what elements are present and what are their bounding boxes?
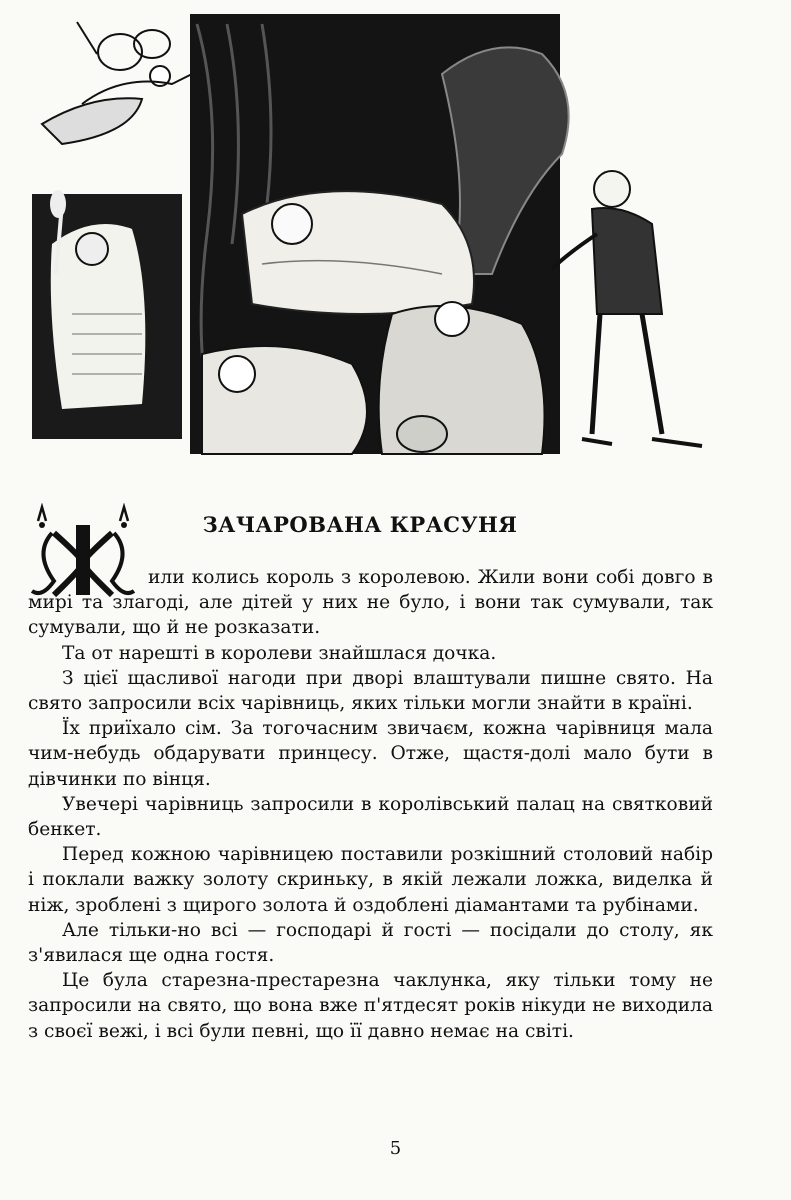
paragraph: З цієї щасливої нагоди при дворі влаштували пишне свято. На свято запросили всіх чарівниць, яких тільки могли знайти в країні. — [28, 667, 713, 715]
paragraph — [28, 565, 713, 641]
paragraph: Їх приїхало сім. За тогочасним звичаєм, кожна чарівниця мала чим-небудь обдарувати принцесу. Отже, щастя-долі мало бути в дівчинки по вінця. — [28, 718, 713, 790]
sleeping-court-scene — [190, 14, 569, 454]
story-body — [28, 565, 713, 1044]
paragraph: Але тільки-но всі — господарі й гості — посідали до столу, як з'явилася ще одна гостя. — [28, 919, 713, 967]
paragraph: Увечері чарівниць запросили в королівський палац на святковий бенкет. — [28, 793, 713, 841]
paragraph: Перед кожною чарівницею поставили розкішний столовий набір і поклали важку золоту скриньку, в якій лежали ложка, виделка й ніж, зроблені з щирого золота й оздоблені діамантами та рубінами. — [28, 844, 713, 916]
header-illustration — [22, 14, 722, 459]
paragraph: Та от нарешті в королеви знайшлася дочка. — [62, 642, 497, 664]
page-number: 5 — [389, 1138, 402, 1159]
old-woman-spinning — [32, 190, 182, 439]
story-title: ЗАЧАРОВАНА КРАСУНЯ — [202, 512, 518, 537]
paragraph-text: или колись король з королевою. Жили вони собі довго в мирі та злагоді, але дітей у них не було, і вони так сумували, так сумували, що й не розказати. — [28, 567, 713, 639]
paragraph: Це була старезна-престарезна чаклунка, яку тільки тому не запросили на свято, що вона вже п'ятдесят років нікуди не виходила з своєї вежі, і всі були певні, що її давно немає на світі. — [28, 970, 713, 1042]
prince-figure — [552, 171, 702, 446]
fairy-figure — [42, 22, 192, 144]
